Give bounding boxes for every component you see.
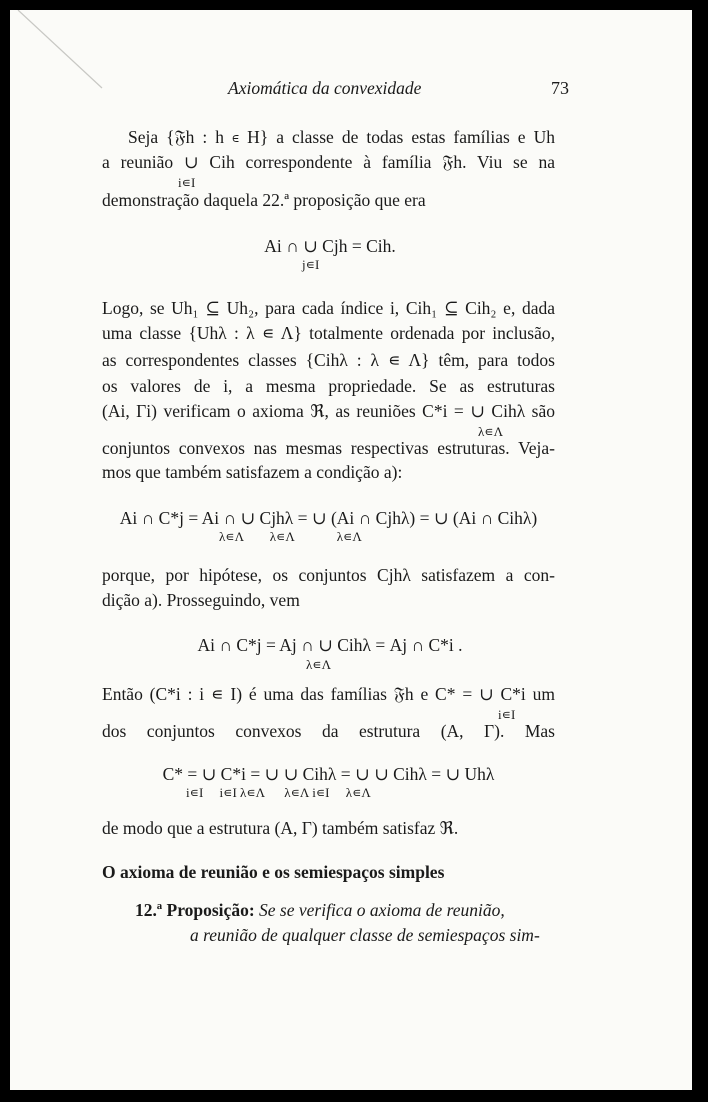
section-heading: O axioma de reunião e os semiespaços simples [102, 862, 445, 882]
equation: Ai ∩ ∪ Cjh = Cih. [264, 236, 396, 256]
page-number: 73 [551, 78, 569, 98]
proposition-text: Se se verifica o axioma de reunião, [259, 900, 505, 920]
paragraph-line: os valores de i, a mesma propriedade. Se as estruturas [102, 376, 555, 396]
page [10, 10, 692, 1090]
paragraph-line: dos conjuntos convexos da estrutura (A, Γ). Mas [102, 721, 555, 741]
paragraph-line: Então (C*i : i ∊ I) é uma das famílias 𝔉h e C* = ∪ C*i um [102, 684, 555, 704]
paragraph-line: porque, por hipótese, os conjuntos Cjhλ satisfazem a con- [102, 565, 555, 585]
union-subscript: i∊I [178, 175, 196, 190]
proposition-line [135, 900, 505, 921]
proposition-number: 12.ª [135, 900, 163, 920]
proposition-label: Proposição: [166, 900, 255, 920]
equation-subscript: i∊I i∊I λ∊Λ λ∊Λ i∊I λ∊Λ [186, 785, 371, 800]
paragraph-line: Logo, se Uh₁ ⊆ Uh₂, para cada índice i, Cih₁ ⊆ Cih₂ e, dada [102, 298, 555, 318]
equation: Ai ∩ C*j = Ai ∩ ∪ Cjhλ = ∪ (Ai ∩ Cjhλ) = ∪ (Ai ∩ Cihλ) [119, 508, 538, 528]
paragraph-line: a reunião ∪ Cih correspondente à família 𝔉h. Viu se na [102, 152, 555, 172]
running-title: Axiomática da convexidade [228, 78, 422, 98]
union-subscript: λ∊Λ [478, 424, 504, 439]
paragraph-line: conjuntos convexos nas mesmas respectivas estruturas. Veja- [102, 438, 555, 458]
equation: C* = ∪ C*i = ∪ ∪ Cihλ = ∪ ∪ Cihλ = ∪ Uhλ [162, 764, 495, 784]
paragraph-line: as correspondentes classes {Cihλ : λ ∊ Λ} têm, para todos [102, 350, 555, 370]
equation-subscript: j∊I [302, 257, 320, 272]
paragraph-line: mos que também satisfazem a condição a): [102, 462, 403, 482]
paragraph-line: dição a). Prosseguindo, vem [102, 590, 300, 610]
proposition-text-line: a reunião de qualquer classe de semiespaços sim- [190, 925, 540, 945]
paragraph-line: demonstração daquela 22.ª proposição que era [102, 190, 426, 210]
paper-fold-mark [10, 10, 110, 100]
paragraph-line: (Ai, Γi) verificam o axioma ℜ, as reuniões C*i = ∪ Cihλ são [102, 401, 555, 421]
paragraph-line: uma classe {Uhλ : λ ∊ Λ} totalmente ordenada por inclusão, [102, 323, 555, 343]
equation-subscript: λ∊Λ λ∊Λ λ∊Λ [219, 529, 362, 544]
union-subscript: i∊I [498, 707, 516, 722]
paragraph-line: Seja {𝔉h : h ∊ H} a classe de todas estas famílias e Uh [128, 127, 555, 147]
equation: Ai ∩ C*j = Aj ∩ ∪ Cihλ = Aj ∩ C*i . [197, 635, 463, 655]
paragraph-line: de modo que a estrutura (A, Γ) também satisfaz ℜ. [102, 818, 459, 838]
equation-subscript: λ∊Λ [306, 657, 332, 672]
